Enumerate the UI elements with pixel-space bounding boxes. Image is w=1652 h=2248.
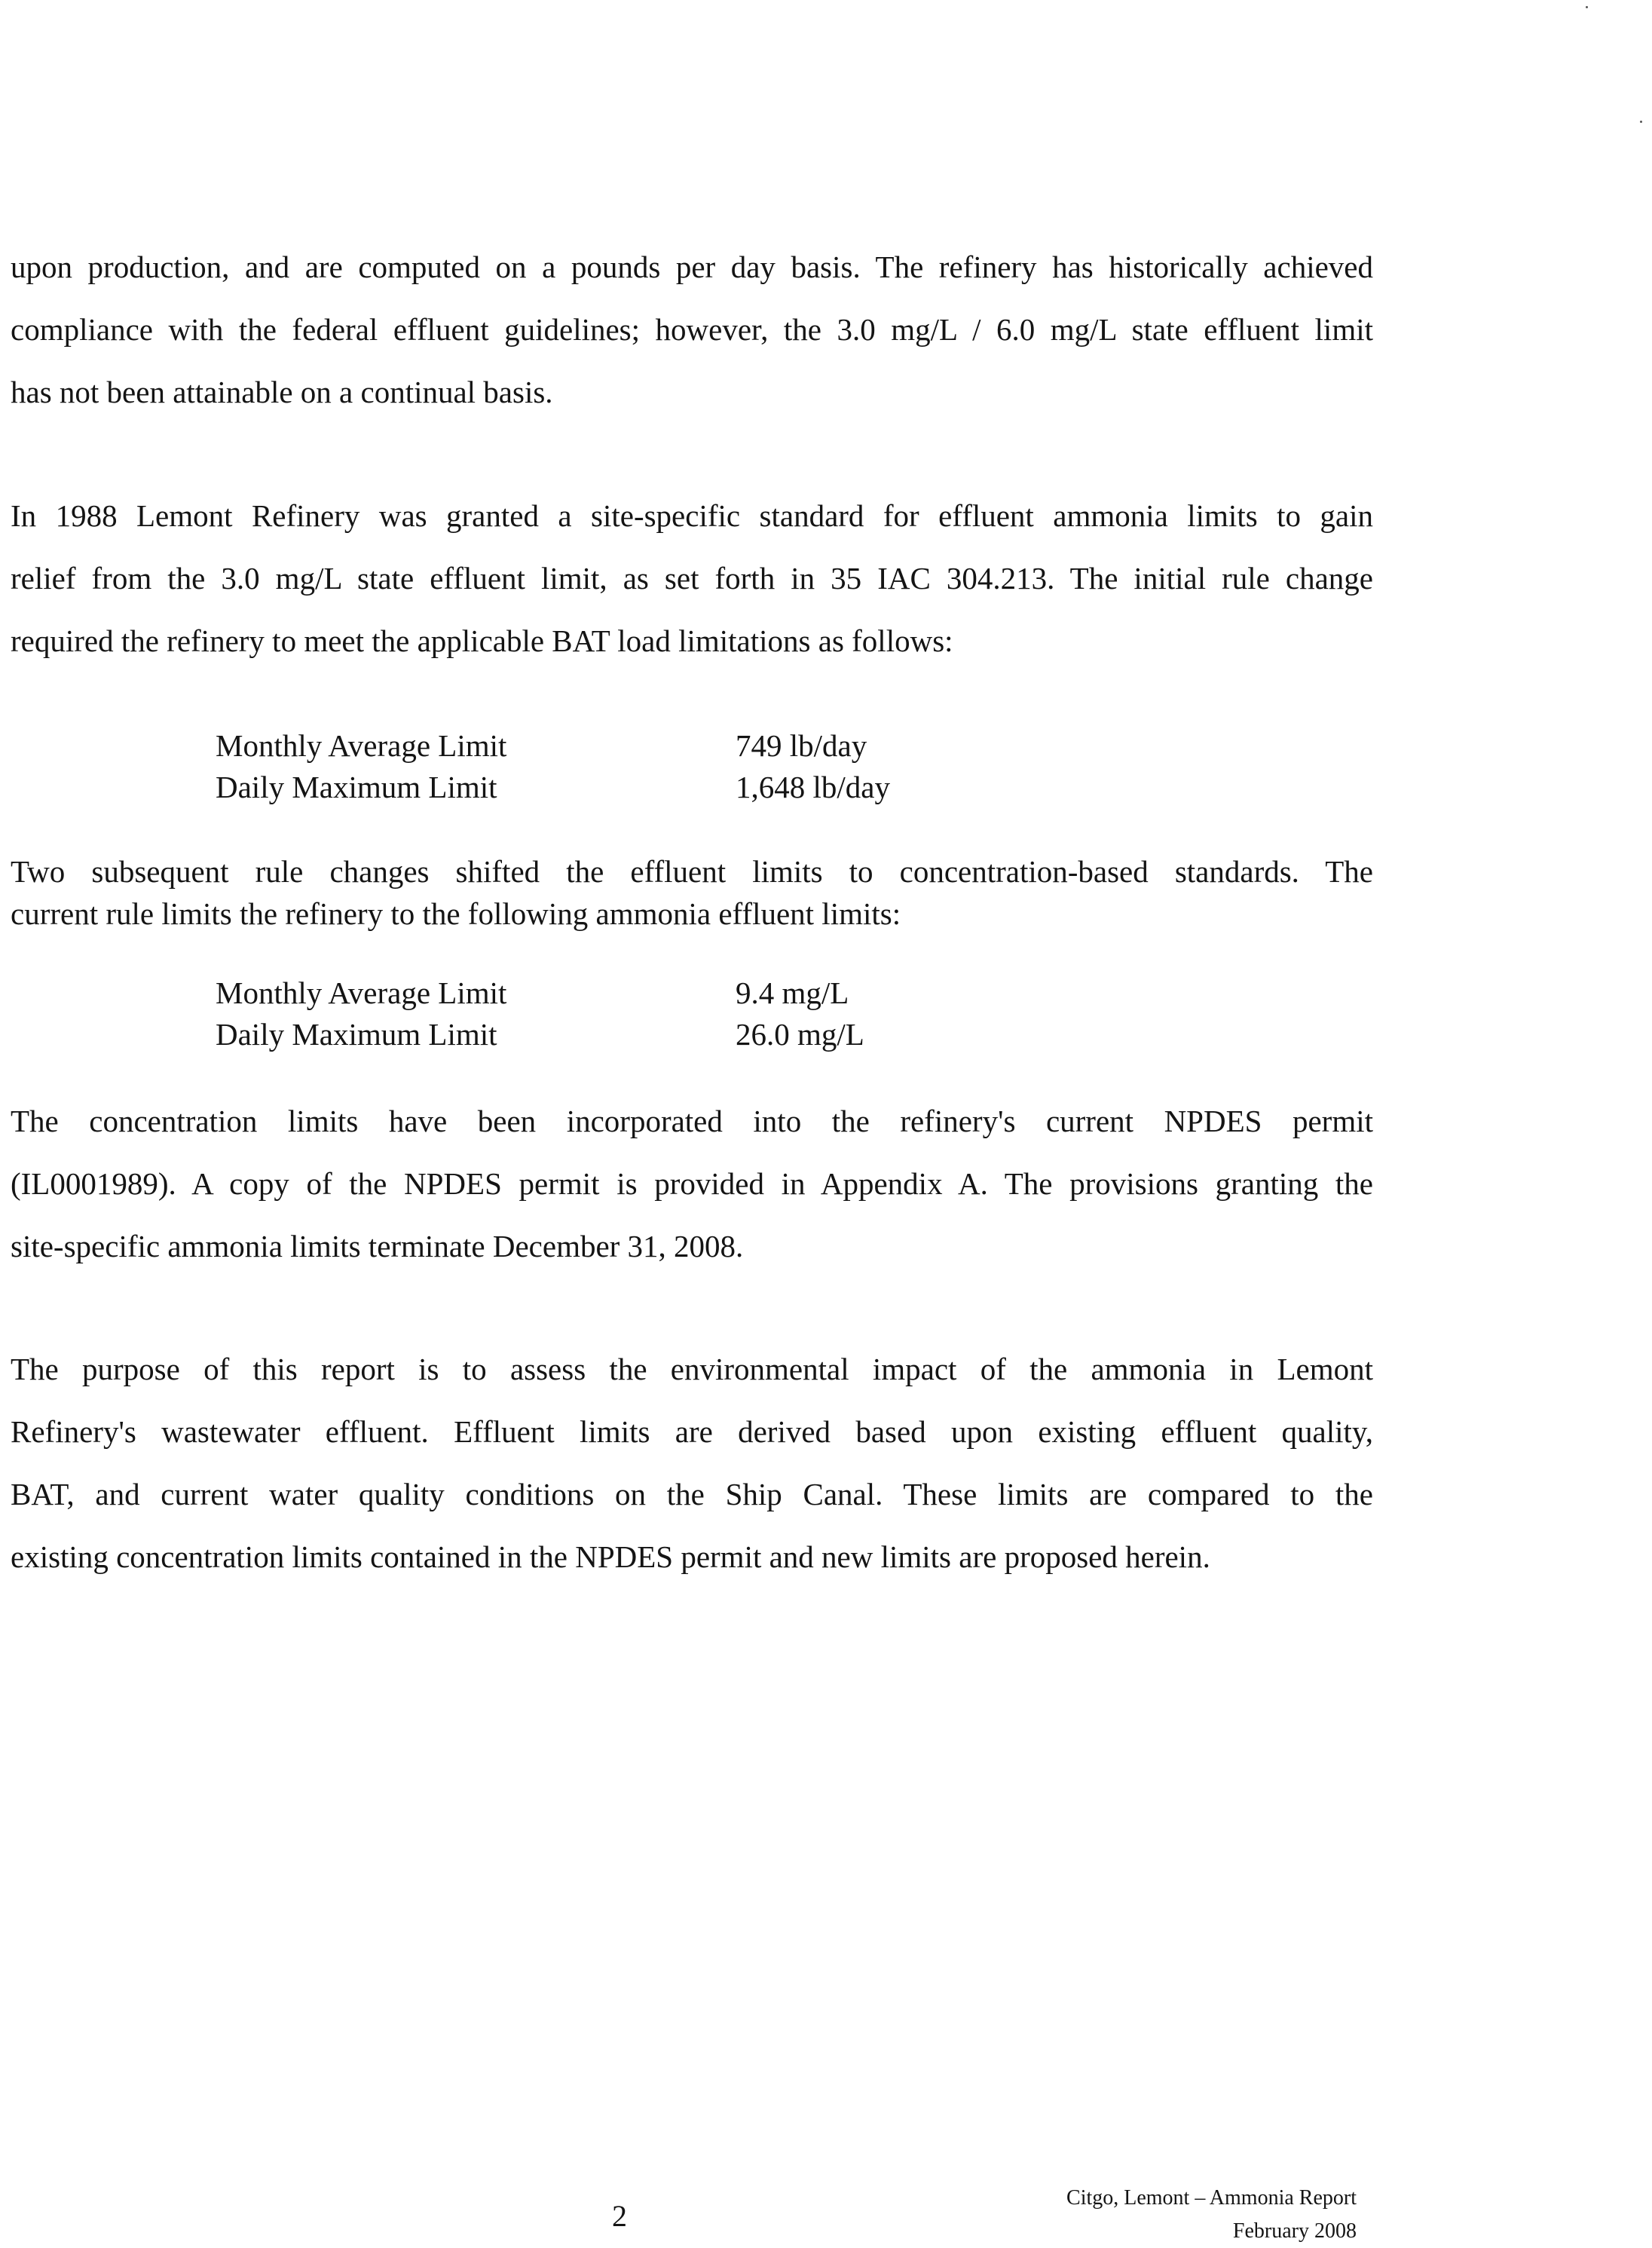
footer-report-title: Citgo, Lemont – Ammonia Report [1066, 2186, 1357, 2210]
text-line: upon production, and are computed on a pounds per day basis. The refinery has historically achieved [11, 250, 1373, 284]
text-line: current rule limits the refinery to the following ammonia effluent limits: [11, 896, 901, 931]
text-line: (IL0001989). A copy of the NPDES permit is provided in Appendix A. The provisions granting the [11, 1166, 1373, 1201]
limit-value: 26.0 mg/L [736, 1017, 864, 1052]
paragraph-report-purpose [11, 1338, 1373, 1588]
text-line: compliance with the federal effluent guidelines; however, the 3.0 mg/L / 6.0 mg/L state effluent limit [11, 312, 1373, 347]
paragraph-site-specific-standard [11, 485, 1373, 672]
text-line: has not been attainable on a continual basis. [11, 375, 553, 409]
footer-report-info [1066, 2182, 1357, 2248]
limit-value: 749 lb/day [736, 728, 867, 763]
text-line: required the refinery to meet the applicable BAT load limitations as follows: [11, 623, 953, 658]
page-number: 2 [612, 2199, 627, 2233]
text-line: relief from the 3.0 mg/L state effluent limit, as set forth in 35 IAC 304.213. The initial rule change [11, 561, 1373, 596]
limit-label: Monthly Average Limit [216, 728, 507, 763]
limit-label: Daily Maximum Limit [216, 1017, 497, 1052]
limit-label: Monthly Average Limit [216, 975, 507, 1010]
scan-speck [1586, 6, 1588, 8]
paragraph-production-basis [11, 236, 1373, 424]
text-line: site-specific ammonia limits terminate December 31, 2008. [11, 1229, 744, 1263]
text-line: Two subsequent rule changes shifted the effluent limits to concentration-based standards. The [11, 854, 1373, 889]
paragraph-rule-changes [11, 850, 1373, 935]
text-line: Refinery's wastewater effluent. Effluent limits are derived based upon existing effluent quality, [11, 1414, 1373, 1449]
text-line: In 1988 Lemont Refinery was granted a site-specific standard for effluent ammonia limits to gain [11, 498, 1373, 533]
text-line: The concentration limits have been incorporated into the refinery's current NPDES permit [11, 1104, 1373, 1138]
scan-speck [1640, 121, 1642, 123]
limit-value: 9.4 mg/L [736, 975, 849, 1010]
footer-report-date: February 2008 [1232, 2219, 1357, 2243]
limit-value: 1,648 lb/day [736, 770, 890, 804]
text-line: BAT, and current water quality conditions on the Ship Canal. These limits are compared to the [11, 1477, 1373, 1511]
text-line: existing concentration limits contained in the NPDES permit and new limits are proposed herein. [11, 1539, 1210, 1574]
paragraph-npdes-permit [11, 1090, 1373, 1278]
text-line: The purpose of this report is to assess the environmental impact of the ammonia in Lemont [11, 1352, 1373, 1386]
limit-label: Daily Maximum Limit [216, 770, 497, 804]
